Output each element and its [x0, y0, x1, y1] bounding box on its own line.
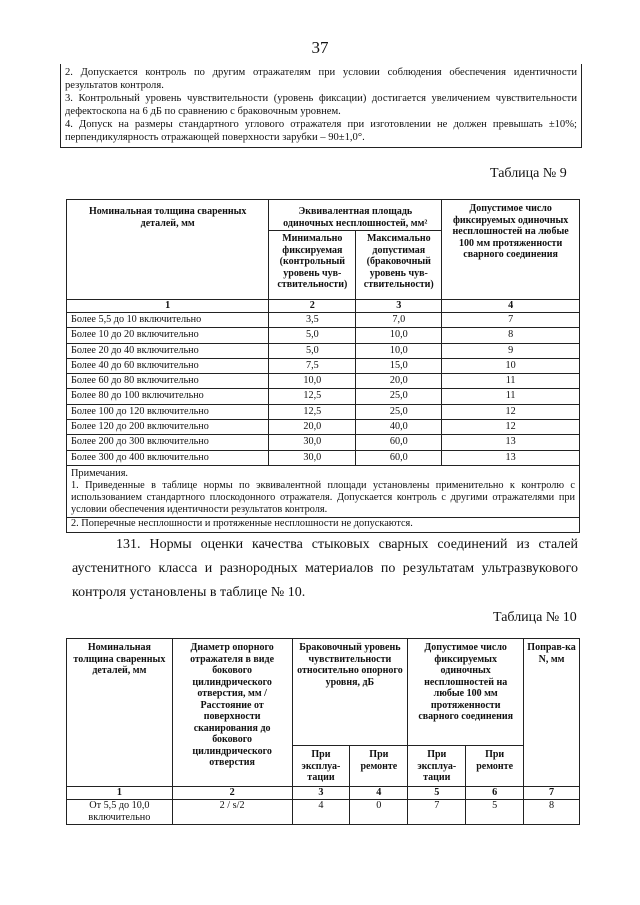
note-item: 2. Допускается контроль по другим отражателям при условии соблюдения обеспечения идентичности результатов контроля. — [65, 67, 577, 91]
table-row — [67, 313, 580, 328]
table-cell: 8 — [524, 800, 580, 825]
table-row — [67, 374, 580, 389]
t10-head-operation: При эксплуа-тации — [292, 746, 350, 787]
table-cell: 7,0 — [356, 313, 442, 328]
table-cell: 10,0 — [269, 374, 356, 389]
t9-note-2: 2. Поперечные несплошности и протяженные несплошности не допускаются. — [67, 517, 580, 532]
table-cell: 30,0 — [269, 435, 356, 450]
table-cell: 10 — [442, 358, 580, 373]
table-cell: 12,5 — [269, 404, 356, 419]
table-cell: 3,5 — [269, 313, 356, 328]
table10 — [66, 638, 580, 825]
t9-note-1: 1. Приведенные в таблице нормы по эквивалентной площади установлены применительно к контролю с использованием стандартного плоскодонного отражателя. Допускается контроль с другими отражателями при условии обеспечения идентичности результатов контроля. — [71, 479, 575, 515]
table9-caption: Таблица № 9 — [490, 166, 567, 181]
table-cell: 25,0 — [356, 404, 442, 419]
table-cell: Более 80 до 100 включительно — [67, 389, 269, 404]
table-cell: Более 100 до 120 включительно — [67, 404, 269, 419]
table-cell: 60,0 — [356, 450, 442, 465]
t10-column-number: 5 — [408, 787, 466, 800]
t9-notes — [67, 465, 580, 517]
table-cell: 25,0 — [356, 389, 442, 404]
table-cell: 4 — [292, 800, 350, 825]
table-cell: Более 300 до 400 включительно — [67, 450, 269, 465]
table-row — [67, 343, 580, 358]
table-cell: 30,0 — [269, 450, 356, 465]
table-cell: 13 — [442, 450, 580, 465]
t10-head-correction: Поправ-ка N, мм — [524, 639, 580, 787]
table-row — [67, 328, 580, 343]
table-cell: 20,0 — [269, 420, 356, 435]
t10-column-number: 7 — [524, 787, 580, 800]
table-cell: 13 — [442, 435, 580, 450]
table9 — [66, 199, 580, 533]
table-cell: Более 20 до 40 включительно — [67, 343, 269, 358]
t10-column-number: 1 — [67, 787, 173, 800]
table-cell: 2 / s/2 — [172, 800, 292, 825]
t9-column-number: 4 — [442, 300, 580, 313]
t10-head-thickness: Номинальная толщина сваренных деталей, мм — [67, 639, 173, 787]
t10-head-allowed-count: Допустимое число фиксируемых одиночных несплошностей на любые 100 мм протяженности сварного соединения — [408, 639, 524, 746]
table-cell: 20,0 — [356, 374, 442, 389]
table-cell: 10,0 — [356, 343, 442, 358]
t9-head-count: Допустимое число фиксируемых одиночных несплошностей на любые 100 мм протяженности сварного соединения — [442, 200, 580, 300]
t10-head-repair: При ремонте — [350, 746, 408, 787]
t9-column-number: 2 — [269, 300, 356, 313]
table-cell: 7 — [408, 800, 466, 825]
paragraph-131 — [72, 533, 578, 605]
table-row — [67, 450, 580, 465]
t10-head-reject-level: Браковочный уровень чувствительности относительно опорного уровня, дБ — [292, 639, 408, 746]
table-cell: Более 120 до 200 включительно — [67, 420, 269, 435]
table-cell: 10,0 — [356, 328, 442, 343]
table-row — [67, 800, 580, 825]
table-cell: 15,0 — [356, 358, 442, 373]
table-cell: 5,0 — [269, 328, 356, 343]
table-row — [67, 358, 580, 373]
table-cell: 11 — [442, 374, 580, 389]
table-cell: 8 — [442, 328, 580, 343]
table-row — [67, 435, 580, 450]
table-cell: 11 — [442, 389, 580, 404]
t10-column-number: 2 — [172, 787, 292, 800]
table-cell: Более 60 до 80 включительно — [67, 374, 269, 389]
table-cell: Более 10 до 20 включительно — [67, 328, 269, 343]
t10-head-repair: При ремонте — [466, 746, 524, 787]
t9-head-thickness: Номинальная толщина сваренных деталей, мм — [67, 200, 269, 300]
t9-head-min: Минимально фиксируемая (контрольный уровень чув-ствительности) — [269, 231, 356, 300]
table-cell: 0 — [350, 800, 408, 825]
table-cell: 9 — [442, 343, 580, 358]
table-cell: 60,0 — [356, 435, 442, 450]
table10-caption: Таблица № 10 — [493, 610, 577, 625]
table-cell: Более 200 до 300 включительно — [67, 435, 269, 450]
previous-table-notes — [60, 64, 582, 148]
table-cell: Более 40 до 60 включительно — [67, 358, 269, 373]
table-cell: 12,5 — [269, 389, 356, 404]
table-row — [67, 420, 580, 435]
table-cell: 12 — [442, 404, 580, 419]
table-cell: 5,0 — [269, 343, 356, 358]
table-cell: От 5,5 до 10,0 включительно — [67, 800, 173, 825]
table-cell: 7 — [442, 313, 580, 328]
t10-column-number: 3 — [292, 787, 350, 800]
note-item: 4. Допуск на размеры стандартного углового отражателя при изготовлении не должен превышать ±10%; перпендикулярность отражающей поверхности зарубки – 90±1,0°. — [65, 119, 577, 143]
table-cell: 40,0 — [356, 420, 442, 435]
table-cell: Более 5,5 до 10 включительно — [67, 313, 269, 328]
note-item: 3. Контрольный уровень чувствительности (уровень фиксации) достигается увеличением чувствительности дефектоскопа на 6 дБ по сравнению с браковочным уровнем. — [65, 93, 577, 117]
page-number: 37 — [311, 38, 329, 57]
t9-notes-title: Примечания. — [71, 467, 129, 479]
t10-column-number: 4 — [350, 787, 408, 800]
t9-head-max: Максимально допустимая (браковочный уровень чув-ствительности) — [356, 231, 442, 300]
t10-head-operation: При эксплуа-тации — [408, 746, 466, 787]
paragraph-131-text: 131. Нормы оценки качества стыковых сварных соединений из сталей аустенитного класса и разнородных материалов по результатам ультразвукового контроля установлены в таблице № 10. — [72, 537, 578, 600]
t9-column-number: 3 — [356, 300, 442, 313]
t10-column-number: 6 — [466, 787, 524, 800]
t10-head-reflector: Диаметр опорного отражателя в виде бокового цилиндрического отверстия, мм /Расстояние от поверхности сканирования до бокового цилиндрического отверстия — [172, 639, 292, 787]
t9-head-group: Эквивалентная площадь одиночных несплошностей, мм² — [269, 200, 442, 231]
table-row — [67, 404, 580, 419]
table-cell: 7,5 — [269, 358, 356, 373]
table-cell: 5 — [466, 800, 524, 825]
t9-column-number: 1 — [67, 300, 269, 313]
table-cell: 12 — [442, 420, 580, 435]
table-row — [67, 389, 580, 404]
